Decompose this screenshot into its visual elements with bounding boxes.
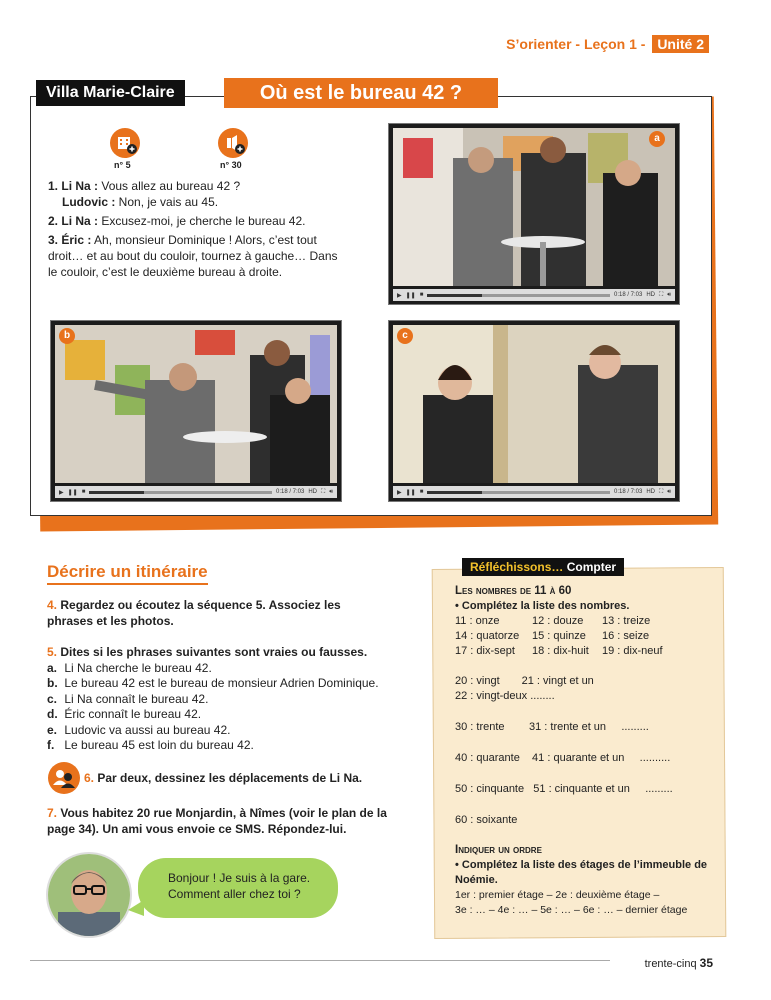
floors-line-1: 1er : premier étage – 2e : deuxième étage –: [455, 889, 660, 901]
section-title: Décrire un itinéraire: [47, 562, 208, 585]
lesson-title: Où est le bureau 42 ?: [224, 78, 498, 108]
seek-bar[interactable]: [427, 491, 610, 494]
video-player-a[interactable]: [388, 123, 680, 305]
numbers-60: 60 : soixante: [455, 814, 518, 826]
floors-line-2: 3e : … – 4e : … – 5e : … – 6e : … – dernier étage: [455, 904, 688, 916]
statement-a: a. Li Na cherche le bureau 42.: [47, 660, 212, 675]
stop-icon[interactable]: ■: [81, 489, 86, 495]
play-icon[interactable]: ▶: [397, 292, 402, 299]
statement-d: d. Éric connaît le bureau 42.: [47, 707, 202, 721]
sms-line-1: Bonjour ! Je suis à la gare.: [168, 871, 311, 885]
exercise-7: 7. Vous habitez 20 rue Monjardin, à Nîmes (voir le plan de la page 34). Un ami vous envoie ce SMS. Répondez-lui.: [47, 806, 387, 836]
video-player-b[interactable]: [50, 320, 342, 502]
audio-icon[interactable]: [218, 128, 248, 158]
video-still-c: [393, 325, 675, 483]
video-number: n° 5: [114, 160, 131, 170]
numbers-heading: Les nombres de 11 à 60: [455, 585, 572, 597]
video-player-c[interactable]: [388, 320, 680, 502]
dialog-line-2: 2. Li Na : Excusez-moi, je cherche le bureau 42.: [48, 214, 306, 228]
pause-icon[interactable]: ❚❚: [405, 489, 416, 496]
stop-icon[interactable]: ■: [419, 292, 424, 298]
numbers-instruction: • Complétez la liste des nombres.: [455, 600, 630, 612]
avatar: [46, 852, 132, 938]
volume-icon[interactable]: 🔊︎: [329, 488, 333, 495]
dialog-line-1: 1. Li Na : Vous allez au bureau 42 ?: [48, 179, 241, 193]
player-controls-c[interactable]: [393, 486, 675, 498]
time-display: 0:18 / 7:03: [613, 292, 643, 298]
numbers-section: [455, 584, 715, 918]
villa-label: Villa Marie-Claire: [36, 80, 185, 106]
numbers-30: 30 : trente 31 : trente et un .........: [455, 721, 649, 733]
play-icon[interactable]: ▶: [59, 489, 64, 496]
reflection-tag: Réfléchissons… Compter: [462, 558, 624, 576]
fullscreen-icon[interactable]: ⛶: [659, 488, 664, 495]
page-word: trente-cinq: [644, 958, 697, 970]
exercise-5: 5. Dites si les phrases suivantes sont vraies ou fausses. a. Li Na cherche le bureau 42. b. Le bureau 42 est le bureau de monsieur Adrien Dominique. c. Li Na connaît le bureau 42. d. Éric connaît le bureau 42. e. Ludovic va aussi au bureau 42. f. Le bureau 45 est loin du bureau 42.: [47, 645, 387, 754]
lesson-label: S’orienter - Leçon 1 -: [506, 36, 646, 52]
exercise-4: 4. Regardez ou écoutez la séquence 5. Associez les phrases et les photos.: [47, 598, 341, 628]
pause-icon[interactable]: ❚❚: [405, 292, 416, 299]
statement-b: b. Le bureau 42 est le bureau de monsieur Adrien Dominique.: [47, 676, 379, 690]
bubble-tail: [128, 900, 144, 916]
unit-badge: Unité 2: [652, 35, 709, 53]
running-header: [506, 36, 709, 52]
stop-icon[interactable]: ■: [419, 489, 424, 495]
player-controls-b[interactable]: [55, 486, 337, 498]
page-number: 35: [699, 956, 713, 970]
video-still-a: [393, 128, 675, 286]
scene-badge-c: c: [397, 328, 413, 344]
numbers-50: 50 : cinquante 51 : cinquante et un .........: [455, 783, 673, 795]
numbers-grid: 11 : onze 12 : douze 13 : treize 14 : quatorze 15 : quinze 16 : seize 17 : dix-sept 18 : dix-huit 19 : dix-neuf: [455, 615, 663, 657]
page-footer: [645, 956, 713, 970]
scene-badge-b: b: [59, 328, 75, 344]
sms-line-2: Comment aller chez toi ?: [168, 887, 301, 901]
dialogue-text: [48, 178, 348, 283]
dialog-line-1b: Ludovic : Non, je vais au 45.: [62, 195, 219, 209]
fullscreen-icon[interactable]: ⛶: [659, 291, 664, 298]
volume-icon[interactable]: 🔊︎: [667, 488, 671, 495]
hd-toggle[interactable]: HD: [646, 489, 656, 495]
numbers-20: 20 : vingt 21 : vingt et un: [455, 675, 594, 687]
pair-work-icon: [48, 762, 80, 794]
pause-icon[interactable]: ❚❚: [67, 489, 78, 496]
seek-bar[interactable]: [89, 491, 272, 494]
scene-badge-a: a: [649, 131, 665, 147]
order-instruction: • Complétez la liste des étages de l’immeuble de Noémie.: [455, 859, 708, 886]
numbers-40: 40 : quarante 41 : quarante et un ..........: [455, 752, 671, 764]
video-icon[interactable]: [110, 128, 140, 158]
hd-toggle[interactable]: HD: [646, 292, 656, 298]
statement-e: e. Ludovic va aussi au bureau 42.: [47, 722, 231, 737]
audio-icon-group[interactable]: [218, 128, 248, 170]
dialog-line-3: 3. Éric : Ah, monsieur Dominique ! Alors, c’est tout droit… et au bout du couloir, tournez à gauche… Dans le couloir, c’est le deuxième bureau à droite.: [48, 233, 338, 279]
time-display: 0:18 / 7:03: [613, 489, 643, 495]
video-icon-group[interactable]: [110, 128, 140, 170]
numbers-22: 22 : vingt-deux ........: [455, 690, 555, 702]
fullscreen-icon[interactable]: ⛶: [321, 488, 326, 495]
exercise-6: 6. Par deux, dessinez les déplacements de Li Na.: [84, 771, 363, 785]
time-display: 0:18 / 7:03: [275, 489, 305, 495]
video-still-b: [55, 325, 337, 483]
sms-bubble: [138, 858, 338, 918]
order-heading: Indiquer un ordre: [455, 844, 542, 856]
statement-c: c. Li Na connaît le bureau 42.: [47, 691, 209, 706]
player-controls-a[interactable]: [393, 289, 675, 301]
footer-rule: [30, 960, 610, 961]
statement-f: f. Le bureau 45 est loin du bureau 42.: [47, 738, 254, 752]
audio-number: n° 30: [220, 160, 242, 170]
seek-bar[interactable]: [427, 294, 610, 297]
hd-toggle[interactable]: HD: [308, 489, 318, 495]
volume-icon[interactable]: 🔊︎: [667, 291, 671, 298]
play-icon[interactable]: ▶: [397, 489, 402, 496]
